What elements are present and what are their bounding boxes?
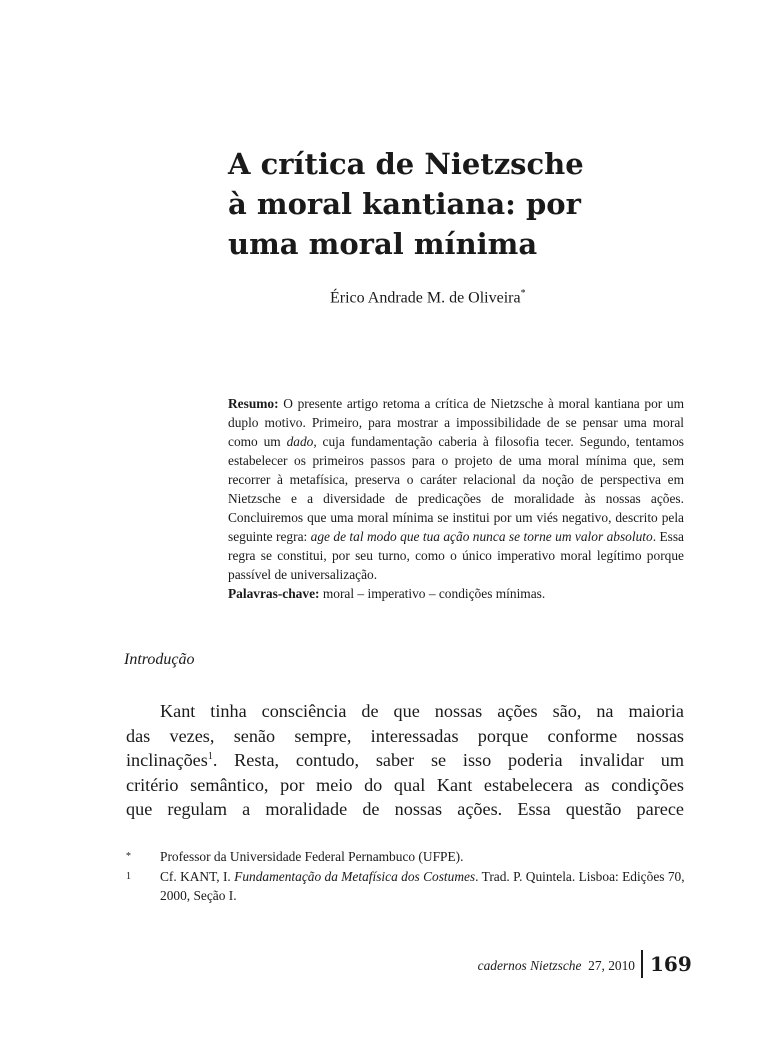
footnote-work-title: Fundamentação da Metafísica dos Costumes <box>234 869 476 884</box>
keywords-line <box>228 584 684 603</box>
abstract-italic-1: dado <box>286 434 314 449</box>
abstract-text-2: , cuja fundamentação caberia à filosofia tecer. Segundo, tentamos estabelecer os primeiros passos para o projeto de uma moral mínima que, sem recorrer à metafísica, preserva o caráter relacional da noção de perspectiva em Nietzsche e a diversidade de predicações de moralidade às nossas ações. Concluiremos que uma moral mínima se institui por um viés negativo, descrito pela seguinte regra: <box>228 434 684 544</box>
author-footnote-mark: * <box>520 288 526 299</box>
title-line-3: uma moral mínima <box>228 227 538 261</box>
body-text <box>126 699 684 822</box>
body-line-4: critério semântico, por meio do qual Kant estabelecera as condições <box>126 774 684 795</box>
body-line-1: Kant tinha consciência de que nossas ações são, na maioria <box>160 701 684 721</box>
running-footer <box>478 958 635 974</box>
footnote-text-pre: Cf. KANT, I. <box>160 869 235 884</box>
abstract-text-3: . Essa regra se constitui, por seu turno, como o único imperativo moral legítimo porque passível de universalização. <box>228 529 684 582</box>
abstract-label: Resumo: <box>228 396 279 411</box>
abstract-italic-2: age de tal modo que tua ação nunca se torne um valor absoluto <box>310 529 653 544</box>
title-line-2: à moral kantiana: por <box>228 187 581 221</box>
body-line-2: das vezes, senão sempre, interessadas porque conforme nossas <box>126 725 684 746</box>
section-heading: Introdução <box>124 651 195 668</box>
keywords-label: Palavras-chave: <box>228 586 320 601</box>
body-line-3-start: inclinações <box>126 750 208 770</box>
author-text: Érico Andrade M. de Oliveira <box>330 289 521 307</box>
title-line-1: A crítica de Nietzsche <box>228 147 584 181</box>
page-number: 169 <box>650 952 692 976</box>
journal-name: cadernos Nietzsche <box>477 958 582 973</box>
article-title <box>228 144 648 264</box>
body-line-5: que regulam a moralidade de nossas ações. Essa questão parece <box>126 799 684 819</box>
author-name <box>330 288 526 307</box>
journal-volume: 27, 2010 <box>588 958 635 973</box>
footnote-text <box>160 867 686 905</box>
body-line-3-end: . Resta, contudo, saber se isso poderia invalidar um <box>212 750 684 770</box>
body-line-3 <box>126 748 684 773</box>
footnote-mark: * <box>126 851 131 862</box>
footer-separator <box>641 950 643 978</box>
footnote-mark: 1 <box>126 871 131 882</box>
abstract-block <box>228 394 684 603</box>
footnote-author <box>126 847 686 866</box>
abstract-paragraph <box>228 394 684 584</box>
footnote-text: Professor da Universidade Federal Pernambuco (UFPE). <box>160 849 464 864</box>
footnote-1 <box>126 867 686 905</box>
footnote-ref-1: 1 <box>207 750 213 762</box>
keywords-text: moral – imperativo – condições mínimas. <box>322 586 546 601</box>
footnote-text-post: . Trad. P. Quintela. Lisboa: Edições 70, 2000, Seção I. <box>160 869 685 903</box>
abstract-text-1: O presente artigo retoma a crítica de Nietzsche à moral kantiana por um duplo motivo. Primeiro, para mostrar a impossibilidade de se pensar uma moral como um <box>228 396 684 449</box>
